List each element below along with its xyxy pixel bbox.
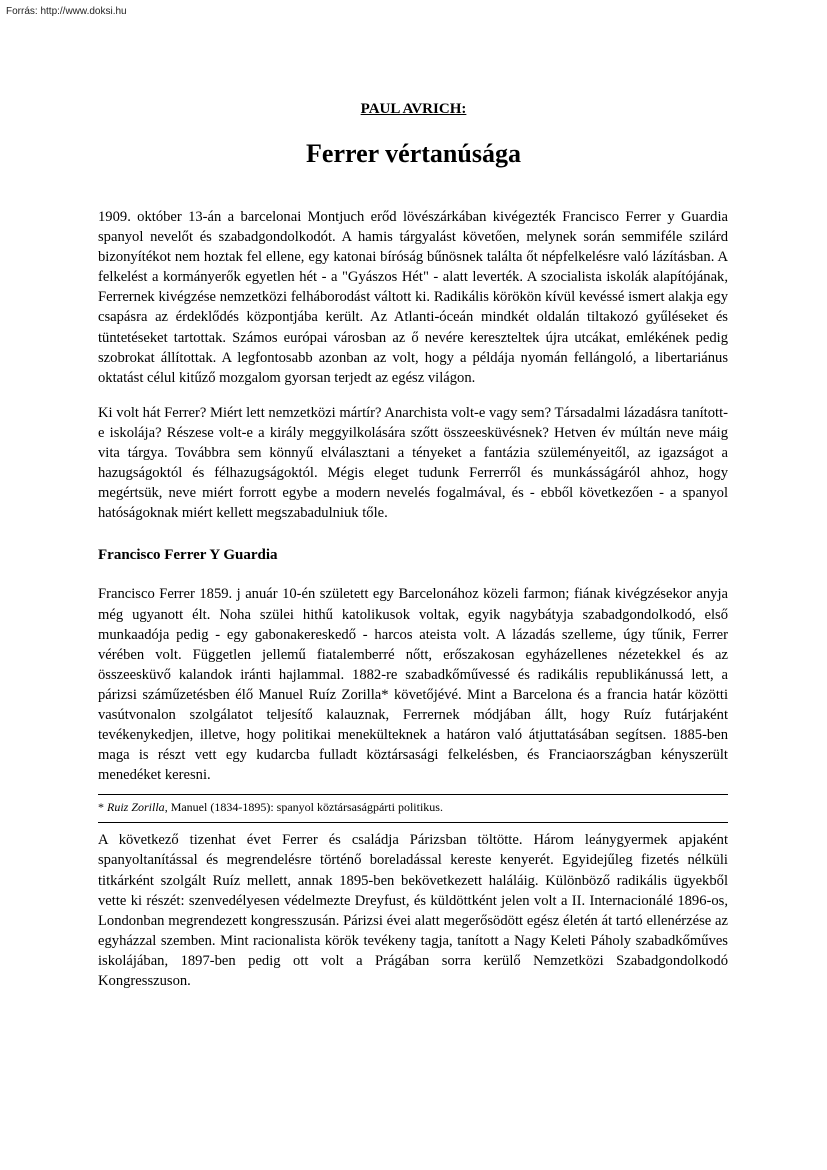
document-body	[98, 207, 728, 1006]
footnote-name: Ruiz Zorilla	[107, 800, 165, 815]
footnote-text: , Manuel (1834-1895): spanyol köztársaságpárti politikus.	[164, 800, 443, 815]
paragraph-intro: 1909. október 13-án a barcelonai Montjuch erőd lövészárkában kivégezték Francisco Ferrer y Guardia spanyol nevelőt és szabadgondolkodót. A hamis tárgyalást követően, melynek során semmiféle szilárd bizonyítékot nem hoztak fel ellene, egy katonai bíróság bűnösnek találta őt népfelkelésre való lázításban. A felkelést a kormányerők egyetlen hét - a "Gyászos Hét" - alatt leverték. A szocialista iskolák alapítójának, Ferrernek kivégzése nemzetközi felháborodást váltott ki. Radikális körökön kívül kevéssé ismert alakja egy csapásra az érdeklődés központjába került. Az Atlanti-óceán mindkét oldalán tiltakozó gyűléseket és tüntetéseket tartottak. Számos európai városban az ő nevére kereszteltek újra utcákat, emlékének pedig szobrokat állítottak. A legfontosabb azonban az volt, hogy a példája nyomán fellángoló, a libertariánus oktatást célul kitűző mozgalom gyorsan terjedt az egész világon.	[98, 209, 728, 386]
footnote-marker: *	[98, 800, 107, 815]
author-name: PAUL AVRICH:	[360, 101, 467, 117]
footnote-divider-bottom	[98, 822, 728, 823]
paragraph-early-life: Francisco Ferrer 1859. j anuár 10-én született egy Barcelonához közeli farmon; fiának kivégzésekor anyja még ugyanott élt. Noha szülei hithű katolikusok voltak, egyik nagybátyja szabadgondolkodó, első munkaadója pedig - egy gabonakereskedő - harcos ateista volt. A lázadás szelleme, úgy tűnik, Ferrer vérében volt. Független jellemű fiatalemberré nőtt, erőszakosan egyházellenes nézetekkel és az összeesküvő kalandok iránti hajlammal. 1882-re szabadkőművessé és radikális republikánussá lett, a párizsi száműzetésben élő Manuel Ruíz Zorilla* követőjévé. Mint a Barcelona és a francia határ közötti vasútvonalon szolgálatot teljesítő kalauznak, Ferrernek módjában állt, hogy Ruíz futárjaként tevékenykedjen, illetve, hogy politikai menekülteknek a határon való átjuttatásában segítsen. 1885-ben maga is részt vett egy kudarcba fulladt köztársasági felkelésben, és Franciaországban kényszerült menedéket keresni.	[98, 586, 728, 784]
paragraph-paris-years: A következő tizenhat évet Ferrer és családja Párizsban töltötte. Három leánygyermek apjaként spanyoltanítással és megrendelésre történő boreladással kereste kenyerét. Egyidejűleg fizetés nélküli titkárként szolgált Ruíz mellett, annak 1895-ben bekövetkezett haláláig. Különböző radikális ügyekből vette ki részét: szenvedélyesen védelmezte Dreyfust, és küldöttként jelen volt a II. Internacionálé 1896-os, Londonban megrendezett kongresszusán. Párizsi évei alatt megerősödött egész életén át tartó ellenérzése az egyházzal szemben. Mint racionalista körök tevékeny tagja, tanított a Nagy Keleti Páholy szabadkőműves iskolájában, 1897-ben pedig ott volt a Prágában sorra kerülő Nemzetközi Szabadgondolkodó Kongresszuson.	[98, 832, 728, 989]
paragraph-questions: Ki volt hát Ferrer? Miért lett nemzetközi mártír? Anarchista volt-e vagy sem? Társadalmi lázadásra tanított-e iskolája? Részese volt-e a király meggyilkolására szőtt összeesküvésnek? Hetven év múltán neve máig vita tárgya. Továbbra sem könnyű elválasztani a tényeket a fantázia szüleményeitől, az igazságot a hazugságoktól és félhazugságoktól. Mégis eleget tudunk Ferrerről és munkásságáról ahhoz, hogy megértsük, neve miért forrott egybe a modern nevelés fogalmával, és - ebből következően - a spanyol hatóságoknak miért kellett megszabadulniuk tőle.	[98, 404, 728, 522]
source-label: Forrás: http://www.doksi.hu	[6, 6, 127, 17]
footnote	[98, 799, 728, 815]
document-title: Ferrer vértanúsága	[306, 139, 521, 168]
section-heading: Francisco Ferrer Y Guardia	[98, 547, 278, 564]
footnote-divider-top	[98, 794, 728, 795]
